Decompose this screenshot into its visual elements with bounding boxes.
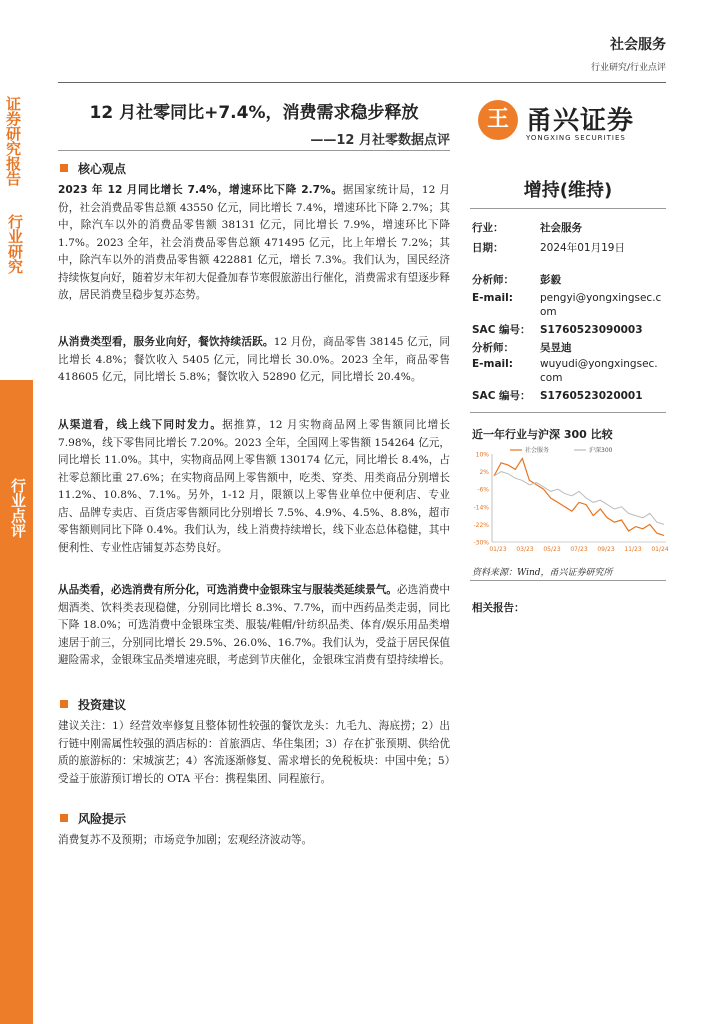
x-tick-label: 01/23: [489, 546, 507, 553]
x-tick-label: 05/23: [543, 546, 561, 553]
logo-mark-icon: 王: [478, 100, 518, 140]
x-tick-label: 07/23: [570, 546, 588, 553]
legend-label: 社会服务: [525, 447, 550, 454]
info-sac2: SAC 编号： S1760523020001: [472, 390, 643, 402]
section-risk-title: 风险提示: [58, 810, 126, 827]
header-category: 社会服务: [610, 37, 666, 53]
paragraph-category: 从品类看，必选消费有所分化，可选消费中金银珠宝与服装类延续景气。必选消费中烟酒类、饮料类表现稳健，分别同比增长 8.3%、7.7%，而中西药品类走弱，同比下降 18.0%；可选消费中金银珠宝类、服装/鞋帽/针纺织品类、体育/娱乐用品类增速居于前三，分别同比增长 29.5%、26.0%、16.7%。我们认为，受益于居民保值避险需求，金银珠宝品类增速亮眼，考虑到节庆催化，金银珠宝消费有望持续增长。: [58, 584, 451, 666]
info-analyst2: 分析师： 吴昱迪: [472, 342, 572, 354]
info-analyst1: 分析师： 彭毅: [472, 274, 561, 286]
x-tick-label: 09/23: [597, 546, 615, 553]
side-label-top2: 行业研究: [6, 214, 24, 274]
side-orange-band: [0, 380, 33, 1024]
info-date: 日期： 2024年01月19日: [472, 242, 625, 254]
logo-name-cn: 甬兴证券: [526, 106, 635, 136]
paragraph-consumption-type: 从消费类型看，服务业向好，餐饮持续活跃。12 月份，商品零售 38145 亿元，同比增长 4.8%；餐饮收入 5405 亿元，同比增长 30.0%。2023 全年，商品零售 418605 亿元，同比增长 5.8%；餐饮收入 52890 亿元，同比增长 20.4%。: [58, 336, 450, 383]
header-right: [591, 34, 666, 73]
source-divider: [470, 580, 666, 581]
paragraph-invest: 建议关注：1）经营效率修复且整体韧性较强的餐饮龙头：九毛九、海底捞；2）出行链中刚需属性较强的酒店标的：首旅酒店、华住集团；3）存在扩张预期、供给优质的旅游标的：宋城演艺；4）客流逐渐修复、需求增长的免税板块：中国中免；5）受益于旅游预订增长的 OTA 平台：携程集团、同程旅行。: [58, 720, 450, 785]
bullet-square-icon: [60, 164, 68, 172]
header-divider: [58, 82, 666, 83]
section-core-title: 核心观点: [58, 160, 126, 177]
chart-source: 资料来源：Wind，甬兴证券研究所: [472, 568, 613, 578]
info-email2-cont: com: [540, 372, 563, 384]
x-tick-label: 01/24: [651, 546, 669, 553]
company-logo: [478, 100, 668, 150]
rating-divider: [470, 208, 666, 209]
info-email1-cont: om: [540, 306, 557, 318]
x-tick-label: 03/23: [516, 546, 534, 553]
report-subtitle: ——12 月社零数据点评: [310, 133, 450, 148]
bullet-square-icon: [60, 814, 68, 822]
info-email2: E-mail: wuyudi@yongxingsec.: [472, 358, 658, 370]
paragraph-core: 2023 年 12 月同比增长 7.4%，增速环比下降 2.7%。据国家统计局，12 月份，社会消费品零售总额 43550 亿元，同比增长 7.4%，增速环比下降 2.7%；其中，除汽车以外的消费品零售额 38131 亿元，同比增长 7.9%，增速环比下降 1.7%。2023 全年，社会消费品零售总额 471495 亿元，比上年增长 7.2%；其中，除汽车以外的消费品零售额 422881 亿元，增长 7.3%。我们认为，国民经济持续恢复向好，随着岁末年初大促叠加春节寒假旅游出行催化，消费需求有望逐步释放，居民消费呈稳步复苏态势。: [58, 184, 450, 301]
y-tick-label: 2%: [479, 469, 489, 477]
info-industry: 行业： 社会服务: [472, 222, 582, 234]
header-subcategory: 行业研究/行业点评: [590, 63, 666, 73]
paragraph-channel: 从渠道看，线上线下同时发力。据推算，12 月实物商品网上零售额同比增长 7.98%，线下零售同比增长 7.20%。2023 全年，全国网上零售额 154264 亿元，同比增长 11.0%。其中，实物商品网上零售额 130174 亿元，同比增长 8.4%，占社零总额比重 27.6%；在实物商品网上零售额中，吃类、穿类、用类商品分别增长 11.2%、10.8%、7.1%。另外，1-12 月，限额以上零售业单位中便利店、专业店、品牌专卖店、百货店零售额同比分别增长 7.5%、4.9%、4.5%、8.8%，超市零售额则同比下降 0.4%。我们认为，线上消费持续增长，线下业态总体稳健，其中便利性、专业性店铺复苏态势良好。: [58, 419, 450, 554]
series-line-1: [494, 458, 664, 535]
chart-title: 近一年行业与沪深 300 比较: [472, 428, 613, 441]
comparison-line-chart: [470, 442, 670, 560]
y-tick-label: -14%: [473, 504, 489, 512]
side-label-top: 证券研究报告: [4, 96, 22, 186]
chart-divider: [470, 412, 666, 413]
y-tick-label: -30%: [473, 539, 489, 547]
section-invest-title: 投资建议: [58, 696, 126, 713]
info-email1: E-mail: pengyi@yongxingsec.c: [472, 292, 662, 304]
paragraph-risk: 消费复苏不及预期；市场竞争加剧；宏观经济波动等。: [58, 834, 313, 846]
y-tick-label: -22%: [473, 521, 489, 529]
y-tick-label: -6%: [477, 486, 489, 494]
report-title: 12 月社零同比+7.4%，消费需求稳步释放: [89, 103, 419, 123]
y-tick-label: 10%: [475, 451, 489, 459]
side-label-bottom: 行业点评: [9, 478, 27, 538]
related-reports: 相关报告：: [472, 602, 525, 614]
x-tick-label: 11/23: [624, 546, 642, 553]
bullet-square-icon: [60, 700, 68, 708]
info-sac1: SAC 编号： S1760523090003: [472, 324, 643, 336]
series-line-2: [494, 472, 664, 525]
rating: 增持(维持): [523, 180, 613, 201]
title-divider: [58, 150, 450, 151]
title-area: [58, 98, 450, 148]
legend-label: 沪深300: [589, 447, 613, 454]
logo-name-en: YONGXING SECURITIES: [526, 134, 626, 142]
